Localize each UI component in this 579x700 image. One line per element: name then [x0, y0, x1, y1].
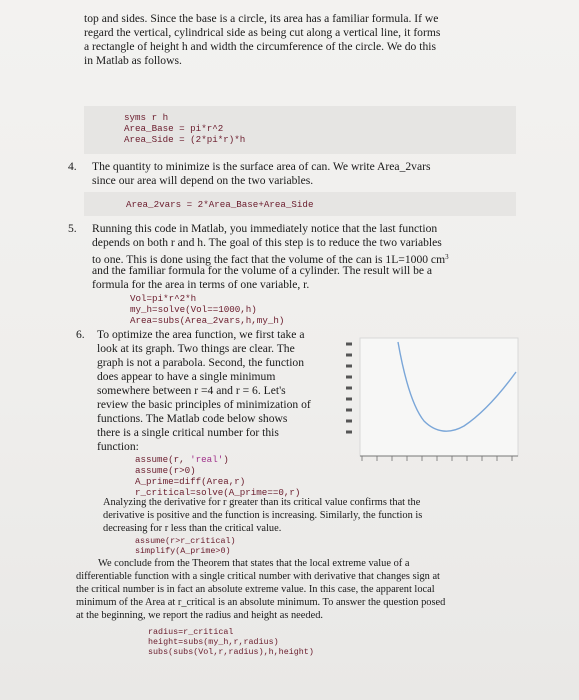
intro-line: top and sides. Since the base is a circle, its area has a familiar formula. If we [84, 12, 439, 25]
step-line: review the basic principles of minimization of [97, 398, 311, 411]
superscript: 3 [445, 253, 449, 261]
area-function-graph [332, 336, 522, 466]
step-line: since our area will depend on the two variables. [92, 174, 314, 187]
intro-line: a rectangle of height h and width the circumference of the circle. We do this [84, 40, 436, 53]
code-line: r_critical=solve(A_prime==0,r) [135, 487, 301, 498]
conclusion-line: at the beginning, we report the radius and height as needed. [76, 610, 323, 621]
step-line: graph is not a parabola. Second, the function [97, 356, 305, 369]
conclusion-line: We conclude from the Theorem that states that the local extreme value of a [98, 558, 410, 569]
code-line: assume(r>0) [135, 465, 196, 476]
step-line: function: [97, 440, 139, 453]
graph-axes-box [360, 338, 518, 456]
code-line: subs(subs(Vol,r,radius),h,height) [148, 647, 314, 657]
code-token: ) [223, 454, 229, 465]
code-line: assume(r>r_critical) [135, 536, 236, 546]
code-line: Area=subs(Area_2vars,h,my_h) [130, 315, 285, 326]
intro-line: in Matlab as follows. [84, 54, 182, 67]
step-line: To optimize the area function, we first take a [97, 328, 305, 341]
step-number: 4. [68, 160, 77, 173]
code-line: Area_2vars = 2*Area_Base+Area_Side [126, 199, 314, 210]
code-line: simplify(A_prime>0) [135, 546, 231, 556]
x-axis-ticks [362, 456, 512, 461]
conclusion-line: minimum of the Area at r_critical is an absolute minimum. To answer the question posed [76, 597, 446, 608]
code-string: 'real' [190, 454, 224, 465]
step-line-text: to one. This is done using the fact that the volume of the can is 1L=1000 cm [92, 253, 446, 266]
code-line: A_prime=diff(Area,r) [135, 476, 246, 487]
step-number: 6. [76, 328, 85, 341]
code-token: assume(r, [135, 454, 191, 465]
code-line: syms r h [124, 112, 169, 123]
code-line [135, 454, 229, 465]
code-line: Vol=pi*r^2*h [130, 293, 197, 304]
conclusion-line: the critical number is in fact an absolute extreme value. In this case, the apparent local [76, 584, 435, 595]
step-line: formula for the area in terms of one variable, r. [92, 278, 310, 291]
intro-line: regard the vertical, cylindrical side as being cut along a vertical line, it forms [84, 26, 441, 39]
code-line: Area_Side = (2*pi*r)*h [124, 134, 246, 145]
step-line: The quantity to minimize is the surface area of can. We write Area_2vars [92, 160, 431, 173]
step-line: somewhere between r =4 and r = 6. Let's [97, 384, 286, 397]
analysis-line: derivative is positive and the function is increasing. Similarly, the function is [103, 510, 423, 521]
step-line: functions. The Matlab code below shows [97, 412, 288, 425]
y-axis-ticks [346, 344, 352, 432]
step-line: look at its graph. Two things are clear. The [97, 342, 295, 355]
analysis-line: Analyzing the derivative for r greater than its critical value confirms that the [103, 497, 421, 508]
step-line: there is a single critical number for this [97, 426, 279, 439]
step-number: 5. [68, 222, 77, 235]
step-line: Running this code in Matlab, you immediately notice that the last function [92, 222, 438, 235]
code-line: Area_Base = pi*r^2 [124, 123, 224, 134]
code-line: my_h=solve(Vol==1000,h) [130, 304, 257, 315]
code-line: height=subs(my_h,r,radius) [148, 637, 279, 647]
conclusion-line: differentiable function with a single critical number with derivative that changes sign at [76, 571, 440, 582]
analysis-line: decreasing for r less than the critical value. [103, 523, 282, 534]
code-line: radius=r_critical [148, 627, 234, 637]
step-line: and the familiar formula for the volume of a cylinder. The result will be a [92, 264, 433, 277]
step-line: does appear to have a single minimum [97, 370, 276, 383]
step-line: depends on both r and h. The goal of this step is to reduce the two variables [92, 236, 442, 249]
